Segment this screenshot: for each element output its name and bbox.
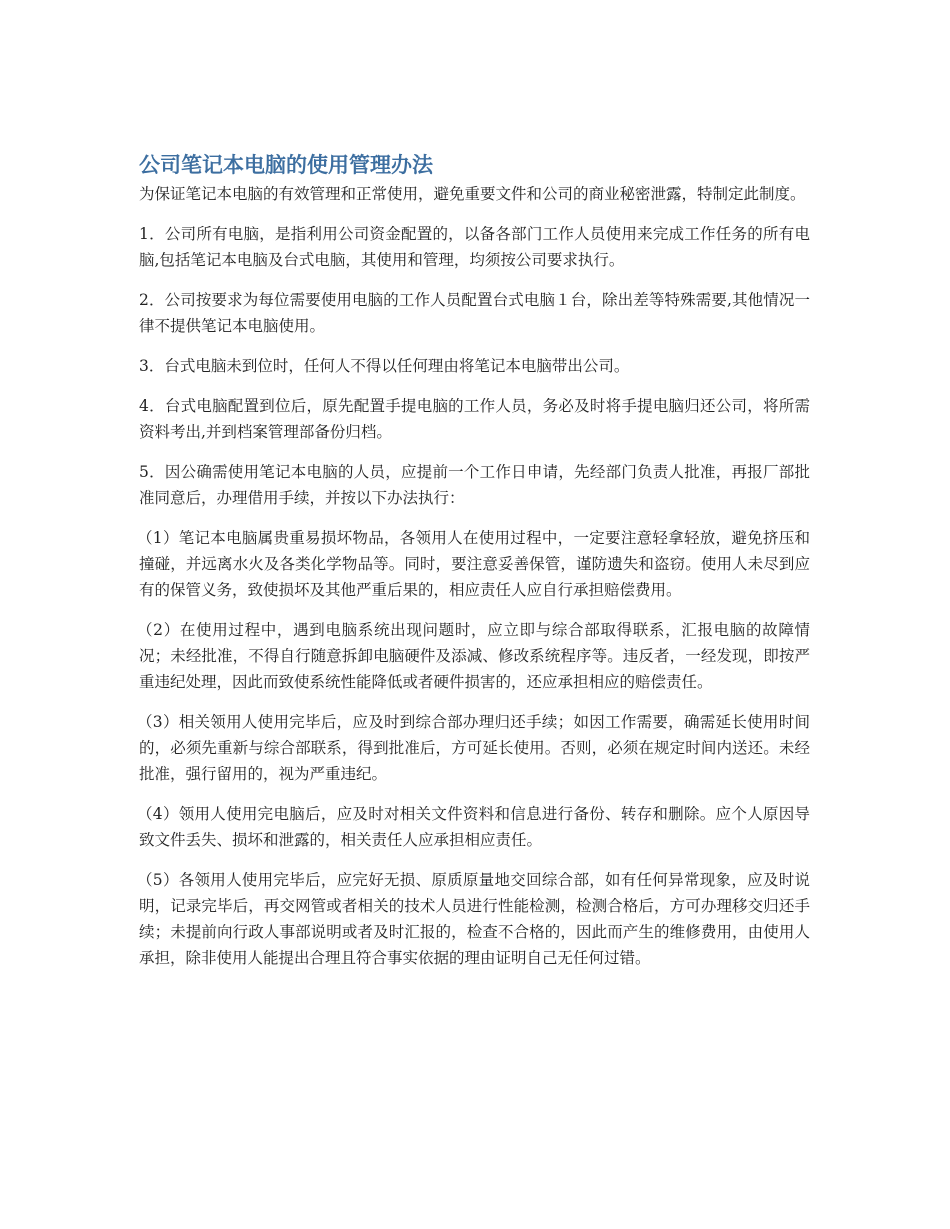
intro-paragraph: 为保证笔记本电脑的有效管理和正常使用，避免重要文件和公司的商业秘密泄露，特制定此制度。: [139, 185, 806, 203]
sub-item-4: （4）领用人使用完电脑后，应及时对相关文件资料和信息进行备份、转存和删除。应个人原因导致文件丢失、损坏和泄露的，相关责任人应承担相应责任。: [137, 805, 810, 849]
rule-item-5: 5．因公确需使用笔记本电脑的人员，应提前一个工作日申请，先经部门负责人批准，再报厂部批准同意后，办理借用手续，并按以下办法执行：: [139, 463, 810, 507]
document-page: [139, 151, 810, 971]
sub-item-2: （2）在使用过程中，遇到电脑系统出现问题时，应立即与综合部取得联系，汇报电脑的故障情况；未经批准，不得自行随意拆卸电脑硬件及添减、修改系统程序等。违反者，一经发现，即按严重违纪处理，因此而致使系统性能降低或者硬件损害的，还应承担相应的赔偿责任。: [137, 621, 810, 691]
rule-item-2: 2．公司按要求为每位需要使用电脑的工作人员配置台式电脑１台，除出差等特殊需要,其他情况一律不提供笔记本电脑使用。: [139, 291, 810, 335]
document-title: 公司笔记本电脑的使用管理办法: [139, 153, 433, 177]
rule-item-1: 1．公司所有电脑，是指利用公司资金配置的，以备各部门工作人员使用来完成工作任务的所有电脑,包括笔记本电脑及台式电脑，其使用和管理，均须按公司要求执行。: [139, 225, 810, 269]
sub-item-1: （1）笔记本电脑属贵重易损坏物品，各领用人在使用过程中，一定要注意轻拿轻放，避免挤压和撞碰，并远离水火及各类化学物品等。同时，要注意妥善保管，谨防遗失和盗窃。使用人未尽到应有的保管义务，致使损坏及其他严重后果的，相应责任人应自行承担赔偿费用。: [137, 529, 810, 599]
sub-item-3: （3）相关领用人使用完毕后，应及时到综合部办理归还手续；如因工作需要，确需延长使用时间的，必须先重新与综合部联系，得到批准后，方可延长使用。否则，必须在规定时间内送还。未经批准，强行留用的，视为严重违纪。: [137, 713, 810, 783]
rule-item-3: 3．台式电脑未到位时，任何人不得以任何理由将笔记本电脑带出公司。: [139, 357, 630, 375]
sub-item-5: （5）各领用人使用完毕后，应完好无损、原质原量地交回综合部，如有任何异常现象，应及时说明，记录完毕后，再交网管或者相关的技术人员进行性能检测，检测合格后，方可办理移交归还手续；未提前向行政人事部说明或者及时汇报的，检查不合格的，因此而产生的维修费用，由使用人承担，除非使用人能提出合理且符合事实依据的理由证明自己无任何过错。: [137, 871, 810, 967]
rule-item-4: 4．台式电脑配置到位后，原先配置手提电脑的工作人员，务必及时将手提电脑归还公司，将所需资料考出,并到档案管理部备份归档。: [139, 397, 810, 441]
